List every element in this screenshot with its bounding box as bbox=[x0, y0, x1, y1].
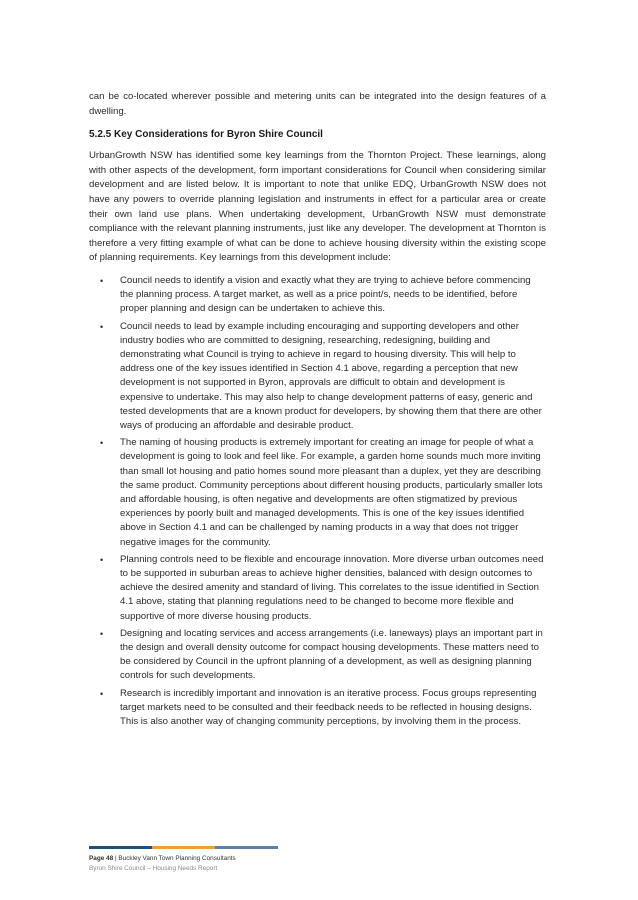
list-item bbox=[89, 627, 546, 684]
bullet-icon: • bbox=[100, 438, 104, 449]
list-item-text: Council needs to lead by example including encouraging and supporting developers and other industry bodies who are committed to designing, researching, redesigning, building and demonstrating what Council is trying to achieve in regard to housing diversity. This will help to address one of the key issues identified in Section 4.1 above, regarding a perception that new development is not supported in Byron, approvals are difficult to obtain and development is expensive to undertake. This may also help to change development patterns of easy, generic and tested developments that are a known product for developers, by showing them that there are other ways of producing an affordable and desirable product. bbox=[120, 320, 542, 431]
list-item bbox=[89, 320, 546, 434]
page-number: Page 48 bbox=[89, 855, 114, 862]
list-item bbox=[89, 436, 546, 550]
key-learnings-list bbox=[89, 274, 546, 729]
section-heading: 5.2.5 Key Considerations for Byron Shire Council bbox=[89, 129, 323, 141]
footer-company: Buckley Vann Town Planning Consultants bbox=[118, 855, 236, 862]
footer-color-bar bbox=[89, 846, 278, 849]
bullet-icon: • bbox=[100, 628, 104, 639]
bullet-icon: • bbox=[100, 688, 104, 699]
bullet-icon: • bbox=[100, 554, 104, 565]
footer-bar-segment-2 bbox=[152, 846, 215, 849]
list-item-text: Planning controls need to be flexible and encourage innovation. More diverse urban outcomes need to be supported in suburban areas to achieve higher densities, balanced with design outcomes to achieve the desired amenity and standard of living. This correlates to the issue identified in Section 4.1 above, stating that planning regulations need to be changed to become more flexible and supportive of more diverse housing products. bbox=[120, 553, 544, 622]
list-item-text: The naming of housing products is extremely important for creating an image for people of what a development is going to look and feel like. For example, a garden home sounds much more inviting than small lot housing and patio homes sound more pleasant than a duplex, yet they are describing the same product. Community perceptions about different housing products, particularly smaller lots and affordable housing, is often negative and developments are often stigmatized by previous experiences by poorly built and managed developments. This is one of the key issues identified above in Section 4.1 and can be challenged by naming products in a way that does not trigger negative images for the community. bbox=[120, 437, 543, 548]
footer-bar-segment-3 bbox=[215, 846, 278, 849]
list-item bbox=[89, 553, 546, 624]
footer-report-title: Byron Shire Council – Housing Needs Report bbox=[89, 865, 218, 872]
bullet-icon: • bbox=[100, 275, 104, 286]
footer-page-line bbox=[89, 855, 236, 862]
list-item bbox=[89, 687, 546, 730]
list-item-text: Research is incredibly important and innovation is an iterative process. Focus groups representing target markets need to be consulted and their feedback needs to be reflected in housing designs. This is also another way of changing community perceptions, by involving them in the process. bbox=[120, 687, 537, 728]
bullet-icon: • bbox=[100, 321, 104, 332]
list-item-text: Council needs to identify a vision and exactly what they are trying to achieve before commencing the planning process. A target market, as well as a price point/s, needs to be identified, before proper planning and design can be undertaken to achieve this. bbox=[120, 274, 531, 315]
list-item bbox=[89, 274, 546, 317]
intro-continuation: can be co-located wherever possible and metering units can be integrated into the design features of a dwelling. bbox=[89, 91, 546, 117]
section-paragraph: UrbanGrowth NSW has identified some key learnings from the Thornton Project. These learnings, along with other aspects of the development, form important considerations for Council when considering similar development and are listed below. It is important to note that unlike EDQ, UrbanGrowth NSW does not have any powers to override planning legislation and instruments in effect for a particular area or create their own land use plans. When undertaking development, UrbanGrowth NSW must demonstrate compliance with the relevant planning instruments, just like any developer. The development at Thornton is therefore a very fitting example of what can be done to achieve housing diversity within the existing scope of planning requirements. Key learnings from this development include: bbox=[89, 150, 546, 264]
footer-bar-segment-1 bbox=[89, 846, 152, 849]
footer-separator: | bbox=[113, 855, 119, 862]
list-item-text: Designing and locating services and access arrangements (i.e. laneways) plays an important part in the design and overall density outcome for compact housing developments. These matters need to be considered by Council in the upfront planning of a development, as well as designing planning controls for such developments. bbox=[120, 627, 543, 682]
page-body bbox=[89, 90, 546, 732]
